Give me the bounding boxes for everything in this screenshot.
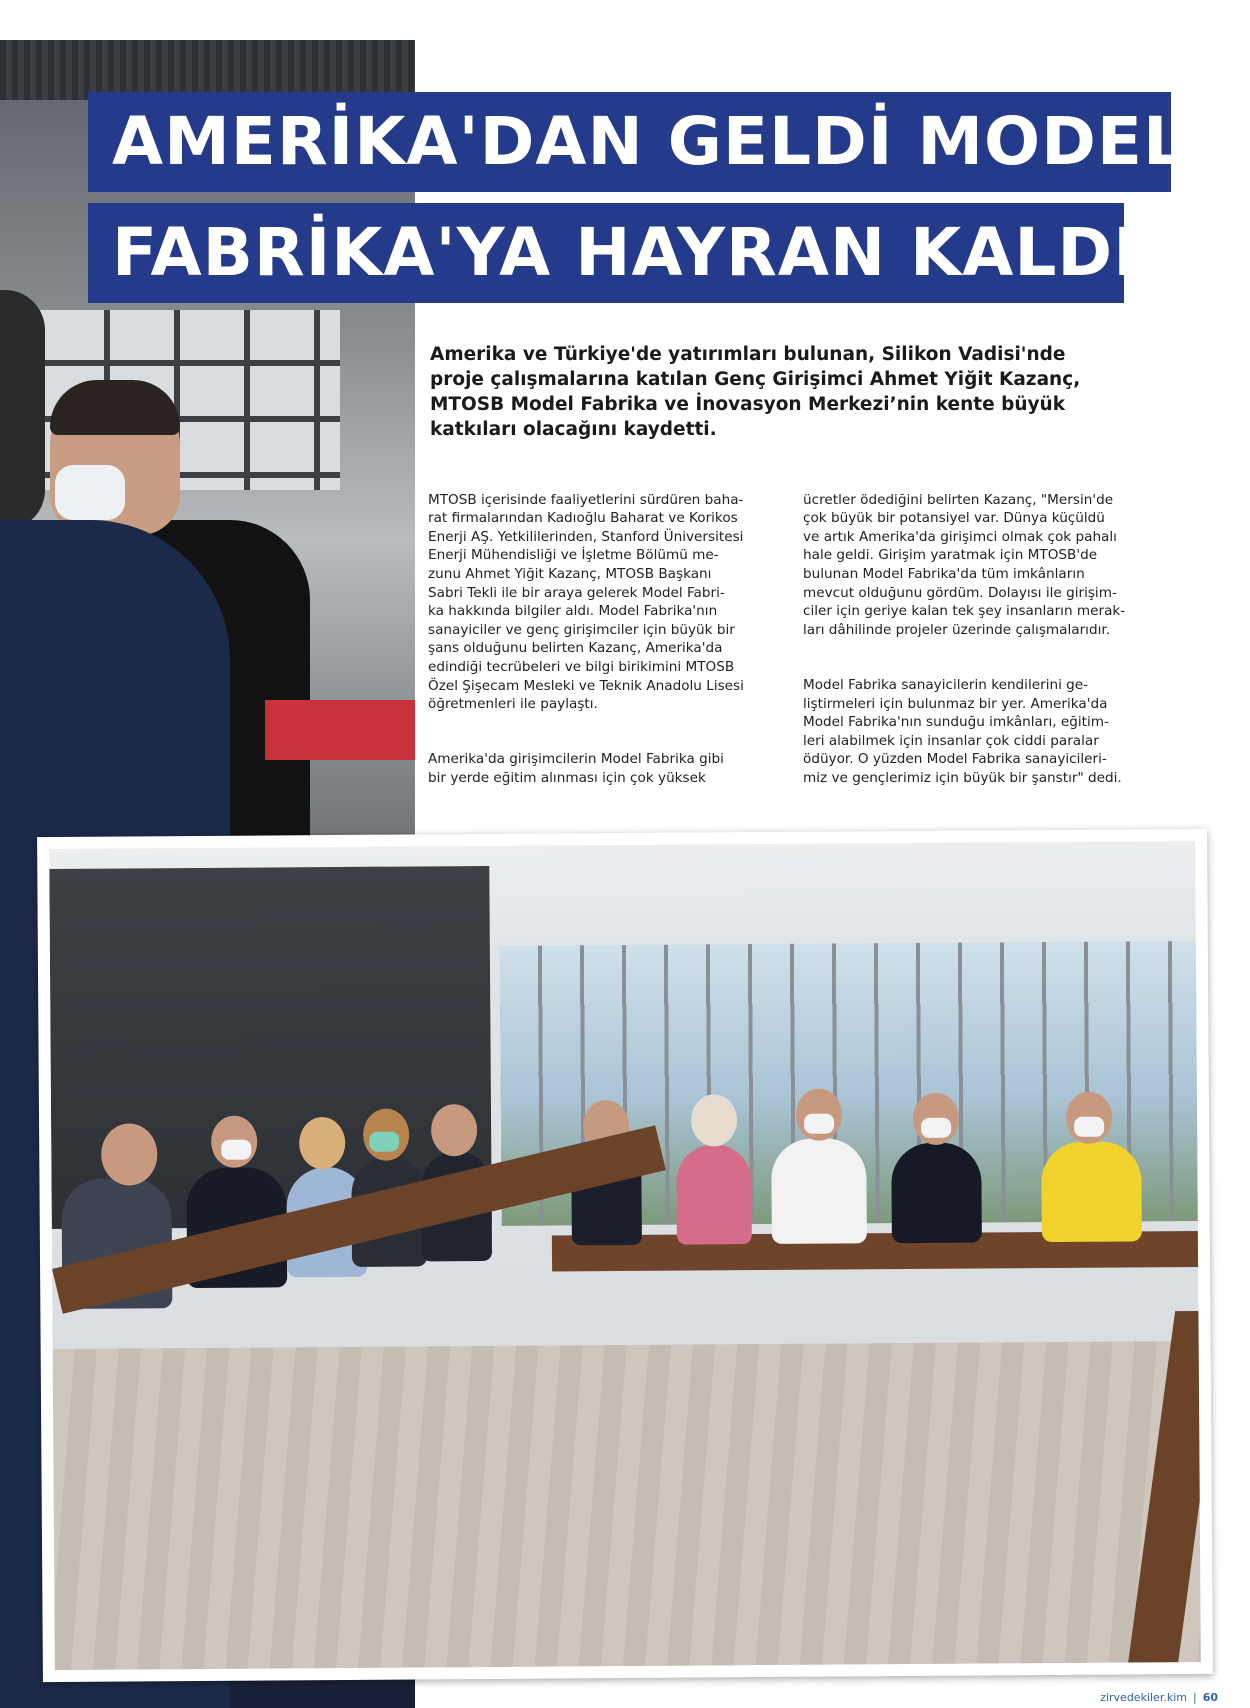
- photo-attendee-head: [299, 1117, 345, 1169]
- lead-paragraph: Amerika ve Türkiye'de yatırımları bulunan, Silikon Vadisi'nde proje çalışmalarına katılan Genç Girişimci Ahmet Yiğit Kazanç, MTOSB Model Fabrika ve İnovasyon Merkezi’nin kente büyük katkıları olacağını kaydetti.: [430, 344, 1081, 440]
- photo-attendee-mask: [369, 1132, 399, 1152]
- photo-person-mask: [55, 465, 125, 520]
- headline-line-2: FABRİKA'YA HAYRAN KALDI: [88, 203, 1124, 303]
- photo-attendee-mask: [1074, 1117, 1104, 1137]
- photo-person-foreground-head: [0, 290, 45, 530]
- photo-attendee-head: [101, 1123, 157, 1185]
- photo-attendee: [891, 1143, 982, 1244]
- photo-attendee-mask: [221, 1140, 251, 1160]
- photo-meeting-room: [37, 829, 1213, 1682]
- article-column-left: [428, 472, 778, 824]
- paragraph: MTOSB içerisinde faaliyetlerini sürdüren baha- rat firmalarından Kadıoğlu Baharat ve Korikos Enerji AŞ. Yetkililerinden, Stanford Üniversitesi Enerji Mühendisliği ve İşletme Bölümü me- zunu Ahmet Yiğit Kazanç, MTOSB Başkanı Sabri Tekli ile bir araya gelerek Model Fabri- ka hakkında bilgiler aldı. Model Fabrika'nın sanayiciler ve genç girişimciler için büyük bir şans olduğunu belirten Kazanç, Amerika'da edindiği tecrübeleri ve bilgi birikimini MTOSB Özel Şişecam Mesleki ve Teknik Anadolu Lisesi öğretmenleri ile paylaştı.: [428, 491, 744, 713]
- photo-attendee-mask: [804, 1114, 834, 1134]
- paragraph: ücretler ödediğini belirten Kazanç, "Mersin'de çok büyük bir potansiyel var. Dünya küçüldü ve artık Amerika'da girişimci olmak çok pahalı hale geldi. Girişim yaratmak için MTOSB'de bulunan Model Fabrika'da tüm imkânların mevcut olduğunu gördüm. Dolayısı ile girişim- ciler için geriye kalan tek şey insanların merak- ları dâhilinde projeler üzerinde çalışmalarıdır.: [803, 491, 1126, 638]
- photo-attendee-head: [691, 1094, 737, 1146]
- photo-attendee-mask: [921, 1118, 951, 1138]
- photo-attendee: [771, 1138, 867, 1244]
- photo-wood-floor: [53, 1341, 1201, 1670]
- article-column-right: [803, 472, 1153, 824]
- page-footer: [1068, 1688, 1218, 1706]
- page-number: 60: [1202, 1690, 1218, 1704]
- footer-site: zirvedekiler.kim: [1100, 1690, 1187, 1704]
- photo-attendee: [1041, 1141, 1142, 1242]
- photo-attendee: [676, 1144, 752, 1245]
- photo-ceiling: [0, 40, 415, 100]
- headline-line-1: AMERİKA'DAN GELDİ MODEL: [88, 92, 1171, 192]
- photo-red-machine: [265, 700, 415, 760]
- footer-separator: |: [1192, 1690, 1197, 1704]
- photo-person-hair: [50, 380, 180, 435]
- paragraph: Amerika'da girişimcilerin Model Fabrika gibi bir yerde eğitim alınması için çok yüksek: [428, 751, 724, 786]
- photo-attendee-head: [431, 1104, 477, 1156]
- paragraph: Model Fabrika sanayicilerin kendilerini ge- liştirmeleri için bulunmaz bir yer. Amerika'da Model Fabrika'nın sunduğu imkânları, eğitim- leri alabilmek için insanlar çok ciddi paralar ödüyor. O yüzden Model Fabrika sanayicileri- miz ve gençlerimiz için büyük bir şanstır" dedi.: [803, 676, 1122, 786]
- photo-meeting-image: [49, 841, 1201, 1670]
